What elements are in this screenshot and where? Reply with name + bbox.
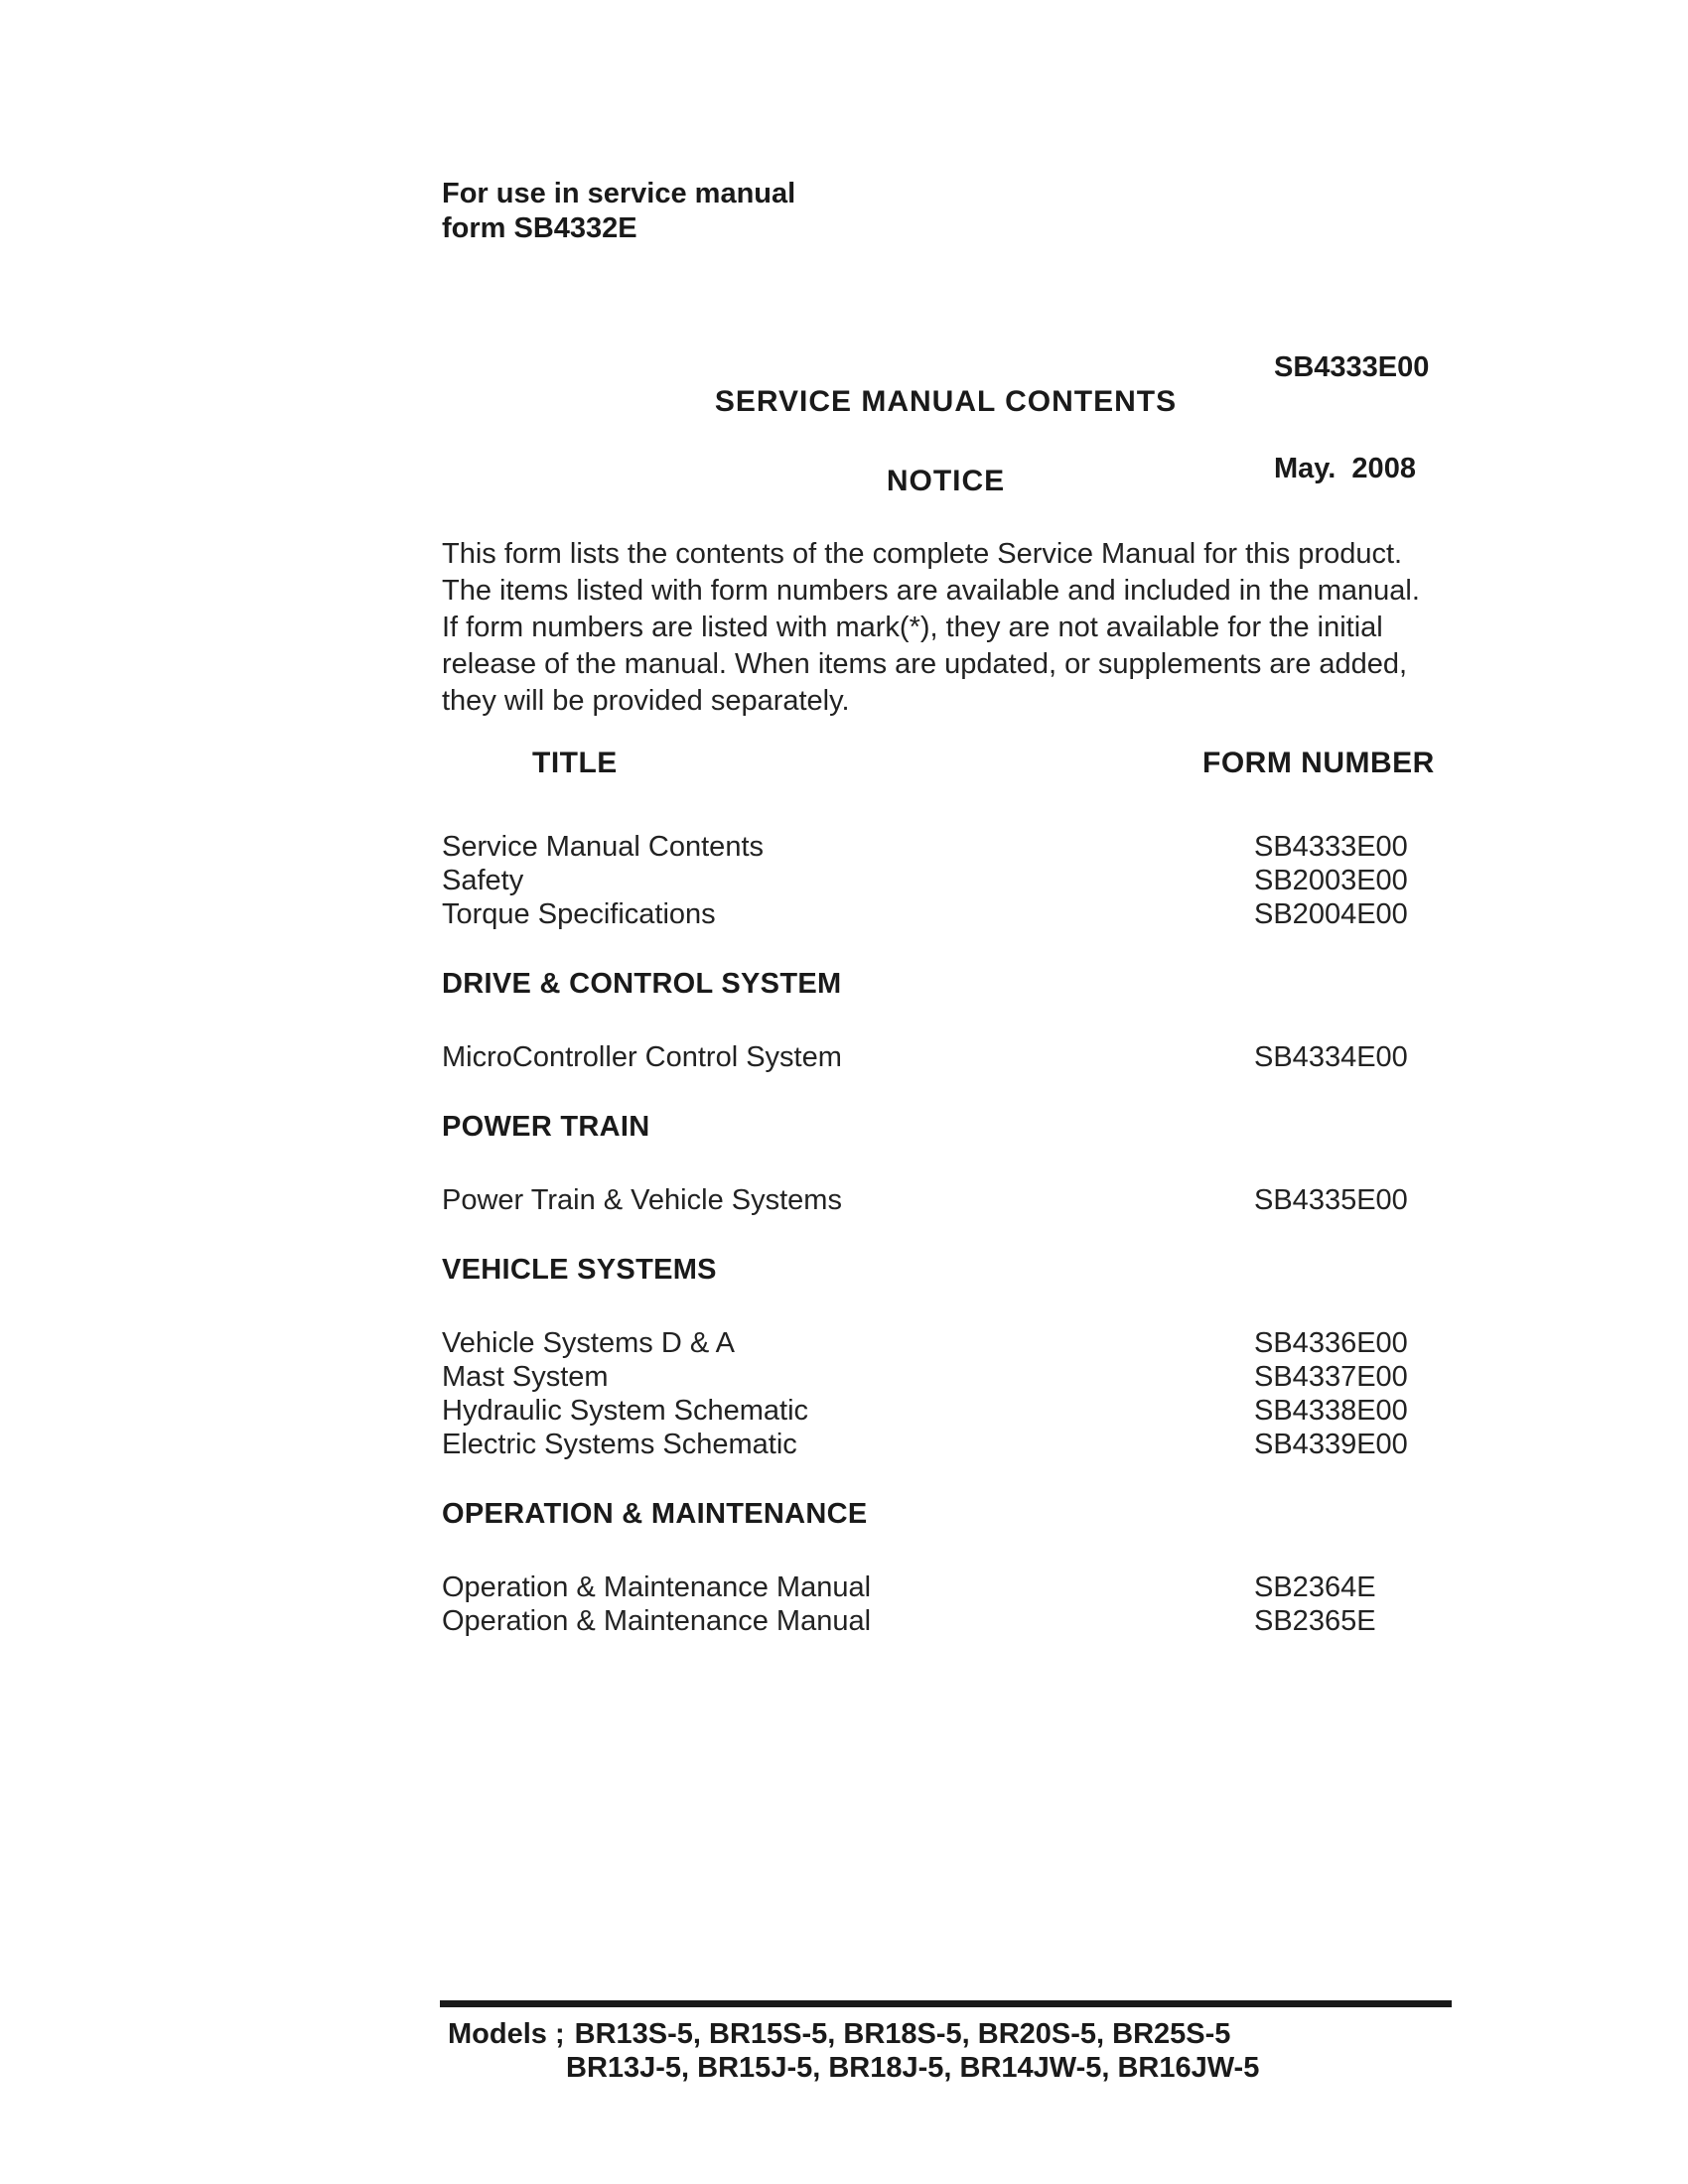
document-date: May. 2008 bbox=[1274, 453, 1416, 484]
header-form-reference-line1: For use in service manual bbox=[442, 178, 796, 209]
toc-row bbox=[442, 1394, 1450, 1428]
toc-section-heading: POWER TRAIN bbox=[442, 1111, 650, 1143]
toc-row bbox=[442, 1326, 1450, 1360]
toc-item-form-number: SB4333E00 bbox=[1254, 831, 1408, 863]
toc-item-form-number: SB4339E00 bbox=[1254, 1429, 1408, 1460]
toc-item-title: MicroController Control System bbox=[442, 1041, 842, 1073]
notice-line: This form lists the contents of the complete Service Manual for this product. bbox=[442, 538, 1403, 570]
toc-item-title: Operation & Maintenance Manual bbox=[442, 1571, 872, 1603]
toc-item-form-number: SB2364E bbox=[1254, 1571, 1376, 1603]
column-header-title: TITLE bbox=[532, 747, 618, 779]
toc-item-form-number: SB2003E00 bbox=[1254, 865, 1408, 896]
notice-line: they will be provided separately. bbox=[442, 685, 850, 717]
models-list-line2: BR13J-5, BR15J-5, BR18J-5, BR14JW-5, BR16JW-5 bbox=[566, 2052, 1260, 2084]
toc-row bbox=[442, 1604, 1450, 1638]
toc-item-title: Safety bbox=[442, 865, 524, 896]
toc-item-form-number: SB4338E00 bbox=[1254, 1395, 1408, 1427]
toc-row bbox=[442, 1040, 1450, 1074]
toc-row bbox=[442, 1570, 1450, 1604]
toc-row bbox=[442, 1360, 1450, 1394]
toc-item-form-number: SB2365E bbox=[1254, 1605, 1376, 1637]
toc-item-form-number: SB2004E00 bbox=[1254, 898, 1408, 930]
footer-divider-rule bbox=[440, 2000, 1452, 2007]
toc-section-heading: OPERATION & MAINTENANCE bbox=[442, 1498, 868, 1530]
toc bbox=[442, 830, 1450, 1638]
toc-section-heading: VEHICLE SYSTEMS bbox=[442, 1254, 717, 1286]
toc-item-form-number: SB4337E00 bbox=[1254, 1361, 1408, 1393]
toc-item-title: Hydraulic System Schematic bbox=[442, 1395, 809, 1427]
toc-item-form-number: SB4335E00 bbox=[1254, 1184, 1408, 1216]
page-title: SERVICE MANUAL CONTENTS bbox=[714, 385, 1178, 418]
column-header-form-number: FORM NUMBER bbox=[1202, 747, 1435, 779]
notice-heading: NOTICE bbox=[886, 465, 1006, 497]
toc-item-title: Torque Specifications bbox=[442, 898, 716, 930]
models-list-line1 bbox=[448, 2017, 1230, 2051]
header-form-reference-line2: form SB4332E bbox=[442, 212, 637, 244]
toc-item-form-number: SB4334E00 bbox=[1254, 1041, 1408, 1073]
toc-item-title: Electric Systems Schematic bbox=[442, 1429, 797, 1460]
document-form-number: SB4333E00 bbox=[1274, 351, 1430, 383]
toc-item-form-number: SB4336E00 bbox=[1254, 1327, 1408, 1359]
toc-item-title: Vehicle Systems D & A bbox=[442, 1327, 735, 1359]
models-values-line1: BR13S-5, BR15S-5, BR18S-5, BR20S-5, BR25S-5 bbox=[574, 2018, 1231, 2050]
toc-item-title: Mast System bbox=[442, 1361, 609, 1393]
toc-row bbox=[442, 897, 1450, 931]
toc-item-title: Service Manual Contents bbox=[442, 831, 764, 863]
notice-line: If form numbers are listed with mark(*), they are not available for the initial bbox=[442, 612, 1383, 643]
toc-row bbox=[442, 830, 1450, 864]
toc-section-heading: DRIVE & CONTROL SYSTEM bbox=[442, 968, 842, 1000]
models-label: Models ; bbox=[448, 2018, 565, 2050]
notice-line: The items listed with form numbers are available and included in the manual. bbox=[442, 575, 1420, 607]
toc-item-title: Power Train & Vehicle Systems bbox=[442, 1184, 842, 1216]
toc-row bbox=[442, 1428, 1450, 1461]
toc-item-title: Operation & Maintenance Manual bbox=[442, 1605, 872, 1637]
header-form-reference bbox=[442, 177, 795, 246]
toc-row bbox=[442, 864, 1450, 897]
notice-paragraph bbox=[442, 536, 1420, 720]
notice-line: release of the manual. When items are updated, or supplements are added, bbox=[442, 648, 1408, 680]
toc-row bbox=[442, 1183, 1450, 1217]
